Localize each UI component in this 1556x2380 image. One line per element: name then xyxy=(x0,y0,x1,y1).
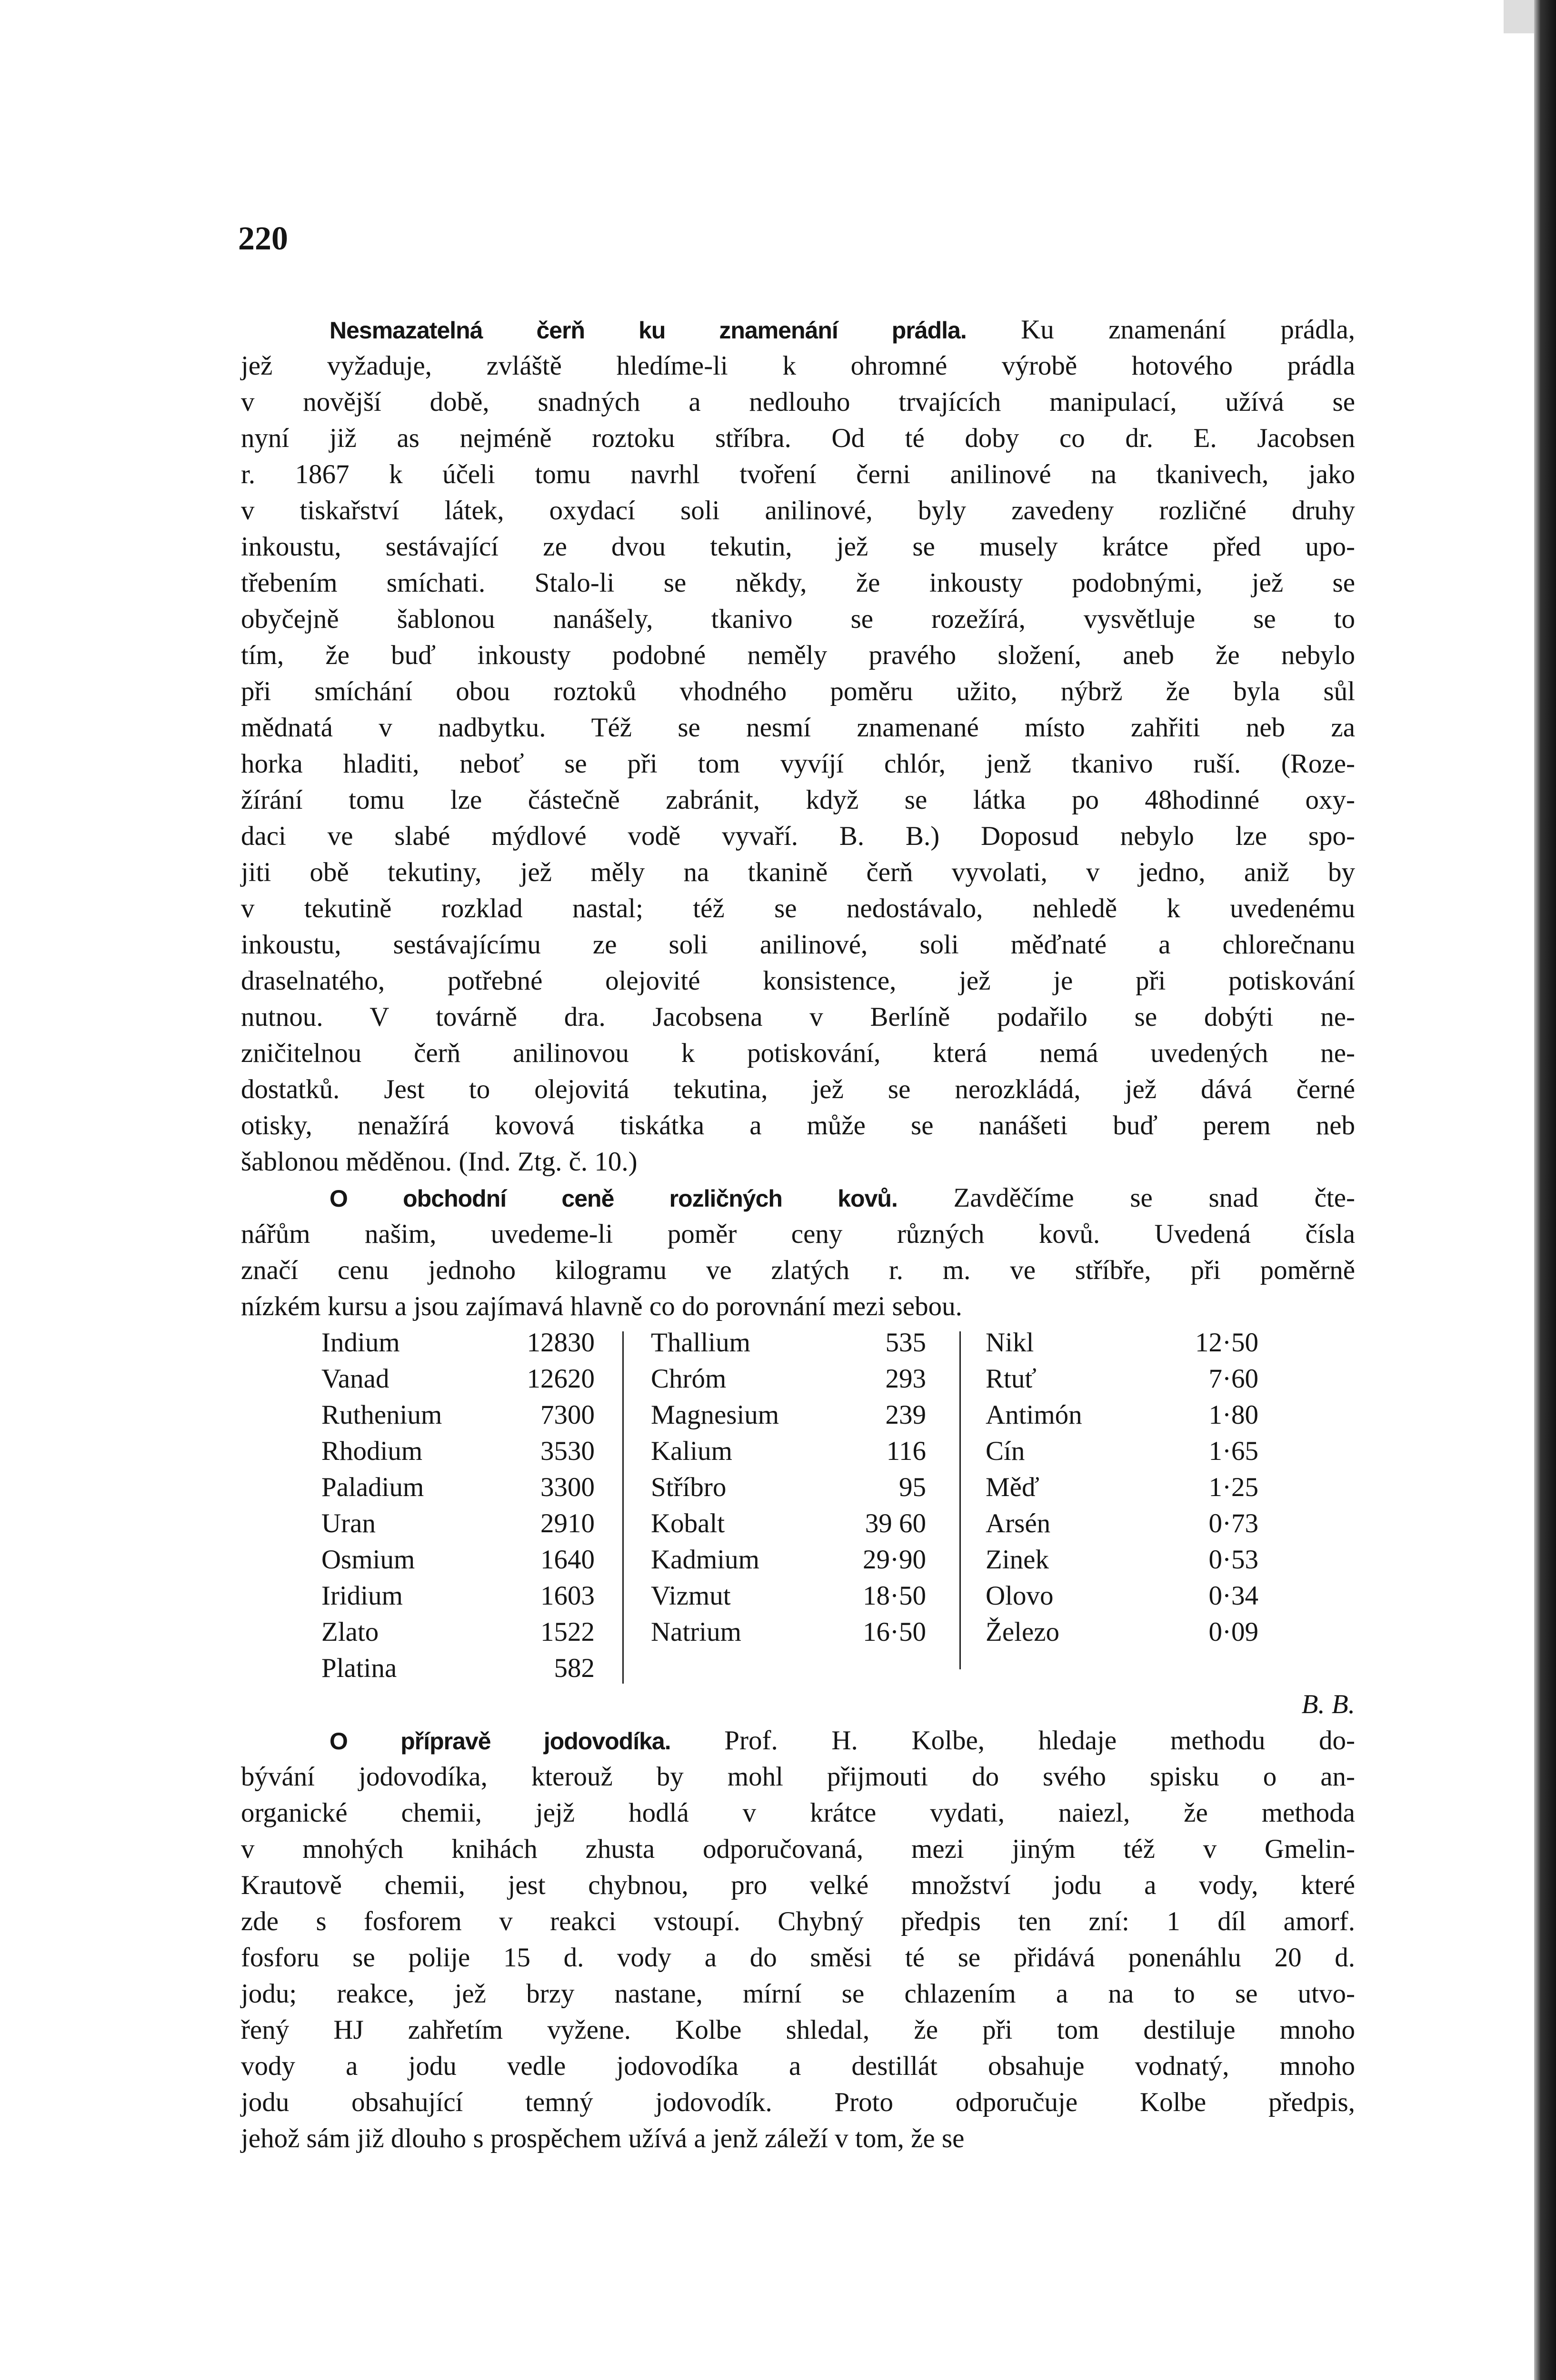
metal-price: 2910 xyxy=(540,1508,595,1538)
text-line: při smíchání obou roztoků vhodného poměru užito, nýbrž že byla sůl xyxy=(241,676,1355,706)
metal-price: 1603 xyxy=(540,1581,595,1611)
table-row xyxy=(986,1469,1258,1506)
metal-price: 1522 xyxy=(540,1617,595,1647)
metal-price: 95 xyxy=(899,1472,926,1502)
paragraph-first-line xyxy=(241,1180,1355,1216)
table-row xyxy=(651,1614,926,1650)
metal-price: 3530 xyxy=(540,1436,595,1466)
text-line: v mnohých knihách zhusta odporučovaná, mezi jiným též v Gmelin- xyxy=(241,1834,1355,1864)
table-row xyxy=(651,1506,926,1542)
metal-price: 1640 xyxy=(540,1545,595,1575)
text-line: daci ve slabé mýdlové vodě vyvaří. B. B.) Doposud nebylo lze spo- xyxy=(241,821,1355,851)
metal-price: 16·50 xyxy=(863,1617,926,1647)
metal-name: Zinek xyxy=(986,1545,1049,1575)
metal-name: Antimón xyxy=(986,1400,1082,1430)
table-row xyxy=(986,1614,1258,1650)
paragraph-laundry-ink xyxy=(241,312,1355,1180)
table-row xyxy=(321,1397,595,1433)
metal-price: 29·90 xyxy=(863,1545,926,1575)
text-run: Prof. H. Kolbe, hledaje methodu do- xyxy=(670,1726,1355,1755)
metal-price: 116 xyxy=(886,1436,926,1466)
table-row xyxy=(651,1397,926,1433)
text-line: r. 1867 k účeli tomu navrhl tvoření černi anilinové na tkanivech, jako xyxy=(241,459,1355,489)
table-row xyxy=(651,1325,926,1361)
metal-price: 12830 xyxy=(527,1328,595,1358)
metal-name: Cín xyxy=(986,1436,1025,1466)
paragraph-hydrogen-iodide xyxy=(241,1723,1355,2157)
table-row xyxy=(321,1433,595,1469)
table-row xyxy=(321,1506,595,1542)
section-heading: O obchodní ceně rozličných kovů. xyxy=(329,1185,898,1212)
metal-price: 0·73 xyxy=(1208,1508,1258,1538)
metal-price: 7·60 xyxy=(1208,1364,1258,1394)
table-row xyxy=(986,1578,1258,1614)
table-signature: B. B. xyxy=(1301,1689,1355,1719)
metal-name: Thallium xyxy=(651,1328,750,1358)
table-row xyxy=(651,1469,926,1506)
text-line: otisky, nenažírá kovová tiskátka a může se nanášeti buď perem neb xyxy=(241,1111,1355,1140)
text-run: Ku znamenání prádla, xyxy=(966,315,1356,345)
metal-name: Chróm xyxy=(651,1364,727,1394)
metal-name: Kadmium xyxy=(651,1545,759,1575)
metal-name: Olovo xyxy=(986,1581,1054,1611)
metal-price: 293 xyxy=(885,1364,926,1394)
text-line: v tiskařství látek, oxydací soli anilinové, byly zavedeny rozličné druhy xyxy=(241,496,1355,526)
text-line: nyní již as nejméně roztoku stříbra. Od té doby co dr. E. Jacobsen xyxy=(241,423,1355,453)
metal-price: 12·50 xyxy=(1195,1328,1258,1358)
metal-price-table xyxy=(241,1325,1355,1686)
metal-name: Nikl xyxy=(986,1328,1034,1358)
page-body xyxy=(241,312,1355,2157)
metal-price: 0·09 xyxy=(1208,1617,1258,1647)
text-line: značí cenu jednoho kilogramu ve zlatých r. m. ve stříbře, při poměrně xyxy=(241,1255,1355,1285)
text-line: šablonou měděnou. (Ind. Ztg. č. 10.) xyxy=(241,1147,638,1177)
metal-name: Kalium xyxy=(651,1436,732,1466)
text-line: zde s fosforem v reakci vstoupí. Chybný předpis ten zní: 1 díl amorf. xyxy=(241,1906,1355,1936)
metal-price: 0·53 xyxy=(1208,1545,1258,1575)
metal-price: 1·65 xyxy=(1208,1436,1258,1466)
table-row xyxy=(986,1542,1258,1578)
text-line: řený HJ zahřetím vyžene. Kolbe shledal, že při tom destiluje mnoho xyxy=(241,2015,1355,2045)
text-line: obyčejně šablonou nanášely, tkanivo se rozežírá, vysvětluje se to xyxy=(241,604,1355,634)
table-row xyxy=(321,1361,595,1397)
text-line: draselnatého, potřebné olejovité konsistence, jež je při potiskování xyxy=(241,966,1355,996)
column-divider xyxy=(622,1331,624,1684)
text-line: organické chemii, jejž hodlá v krátce vydati, naiezl, že methoda xyxy=(241,1798,1355,1828)
text-line: bývání jodovodíka, kterouž by mohl přijmouti do svého spisku o an- xyxy=(241,1762,1355,1792)
table-row xyxy=(986,1433,1258,1469)
metal-name: Indium xyxy=(321,1328,400,1358)
table-column xyxy=(986,1325,1258,1650)
page-number: 220 xyxy=(238,220,288,257)
text-line: Krautově chemii, jest chybnou, pro velké množství jodu a vody, které xyxy=(241,1870,1355,1900)
metal-name: Magnesium xyxy=(651,1400,779,1430)
text-line: v tekutině rozklad nastal; též se nedostávalo, nehledě k uvedenému xyxy=(241,893,1355,923)
text-line: inkoustu, sestávající ze dvou tekutin, jež se musely krátce před upo- xyxy=(241,532,1355,562)
text-line: jiti obě tekutiny, jež měly na tkanině čerň vyvolati, v jedno, aniž by xyxy=(241,857,1355,887)
metal-price: 1·25 xyxy=(1208,1472,1258,1502)
metal-name: Železo xyxy=(986,1617,1060,1647)
text-line: nutnou. V továrně dra. Jacobsena v Berlíně podařilo se dobýti ne- xyxy=(241,1002,1355,1032)
section-heading: Nesmazatelná čerň ku znamenání prádla. xyxy=(329,317,967,344)
text-run: Zavděčíme se snad čte- xyxy=(897,1183,1355,1213)
section-heading: O přípravě jodovodíka. xyxy=(329,1728,671,1755)
table-column xyxy=(321,1325,595,1686)
metal-price: 239 xyxy=(885,1400,926,1430)
metal-price: 0·34 xyxy=(1208,1581,1258,1611)
metal-price: 18·50 xyxy=(863,1581,926,1611)
table-row xyxy=(321,1650,595,1686)
metal-price: 12620 xyxy=(527,1364,595,1394)
text-line: vody a jodu vedle jodovodíka a destillát obsahuje vodnatý, mnoho xyxy=(241,2051,1355,2081)
metal-name: Vanad xyxy=(321,1364,389,1394)
metal-price: 582 xyxy=(554,1653,595,1683)
text-line: jež vyžaduje, zvláště hledíme-li k ohromné výrobě hotového prádla xyxy=(241,351,1355,381)
paragraph-first-line xyxy=(241,312,1355,348)
metal-name: Uran xyxy=(321,1508,376,1538)
column-divider xyxy=(959,1331,961,1669)
metal-name: Rhodium xyxy=(321,1436,423,1466)
metal-name: Zlato xyxy=(321,1617,379,1647)
metal-name: Osmium xyxy=(321,1545,415,1575)
table-row xyxy=(321,1542,595,1578)
text-line: jehož sám již dlouho s prospěchem užívá a jenž záleží v tom, že se xyxy=(241,2123,965,2153)
metal-name: Platina xyxy=(321,1653,397,1683)
metal-name: Paladium xyxy=(321,1472,424,1502)
metal-name: Vizmut xyxy=(651,1581,731,1611)
metal-name: Měď xyxy=(986,1472,1039,1502)
metal-name: Kobalt xyxy=(651,1508,725,1538)
metal-price: 3300 xyxy=(540,1472,595,1502)
text-line: horka hladiti, neboť se při tom vyvíjí chlór, jenž tkanivo ruší. (Roze- xyxy=(241,749,1355,779)
text-line: třebením smíchati. Stalo-li se někdy, že inkousty podobnými, jež se xyxy=(241,568,1355,598)
table-row xyxy=(321,1578,595,1614)
text-line: nízkém kursu a jsou zajímavá hlavně co do porovnání mezi sebou. xyxy=(241,1291,962,1321)
table-row xyxy=(986,1325,1258,1361)
table-row xyxy=(986,1397,1258,1433)
table-row xyxy=(651,1578,926,1614)
metal-name: Arsén xyxy=(986,1508,1051,1538)
table-row xyxy=(321,1325,595,1361)
text-line: tím, že buď inkousty podobné neměly pravého složení, aneb že nebylo xyxy=(241,640,1355,670)
table-column xyxy=(651,1325,926,1650)
table-row xyxy=(651,1361,926,1397)
metal-name: Natrium xyxy=(651,1617,741,1647)
table-row xyxy=(651,1433,926,1469)
metal-name: Rtuť xyxy=(986,1364,1037,1394)
text-line: inkoustu, sestávajícímu ze soli anilinové, soli měďnaté a chlorečnanu xyxy=(241,930,1355,960)
text-line: nářům našim, uvedeme-li poměr ceny různých kovů. Uvedená čísla xyxy=(241,1219,1355,1249)
text-line: mědnatá v nadbytku. Též se nesmí znamenané místo zahřiti neb za xyxy=(241,713,1355,743)
table-row xyxy=(321,1614,595,1650)
metal-price: 535 xyxy=(885,1328,926,1358)
text-line: jodu; reakce, jež brzy nastane, mírní se chlazením a na to se utvo- xyxy=(241,1979,1355,2009)
metal-name: Iridium xyxy=(321,1581,403,1611)
paragraph-metal-prices xyxy=(241,1180,1355,1325)
text-line: v novější době, snadných a nedlouho trvajících manipulací, užívá se xyxy=(241,387,1355,417)
metal-price: 1·80 xyxy=(1208,1400,1258,1430)
text-line: fosforu se polije 15 d. vody a do směsi té se přidává ponenáhlu 20 d. xyxy=(241,1943,1355,1973)
scan-edge-right xyxy=(1534,0,1556,2380)
text-line: jodu obsahující temný jodovodík. Proto odporučuje Kolbe předpis, xyxy=(241,2087,1355,2117)
metal-price: 39 60 xyxy=(865,1508,926,1538)
table-row xyxy=(321,1469,595,1506)
metal-name: Ruthenium xyxy=(321,1400,442,1430)
metal-name: Stříbro xyxy=(651,1472,727,1502)
text-line: dostatků. Jest to olejovitá tekutina, jež se nerozkládá, jež dává černé xyxy=(241,1074,1355,1104)
paragraph-first-line xyxy=(241,1723,1355,1759)
text-line: zničitelnou čerň anilinovou k potiskování, která nemá uvedených ne- xyxy=(241,1038,1355,1068)
table-row xyxy=(986,1361,1258,1397)
metal-price: 7300 xyxy=(540,1400,595,1430)
table-row xyxy=(651,1542,926,1578)
text-line: žírání tomu lze částečně zabránit, když se látka po 48hodinné oxy- xyxy=(241,785,1355,815)
table-row xyxy=(986,1506,1258,1542)
